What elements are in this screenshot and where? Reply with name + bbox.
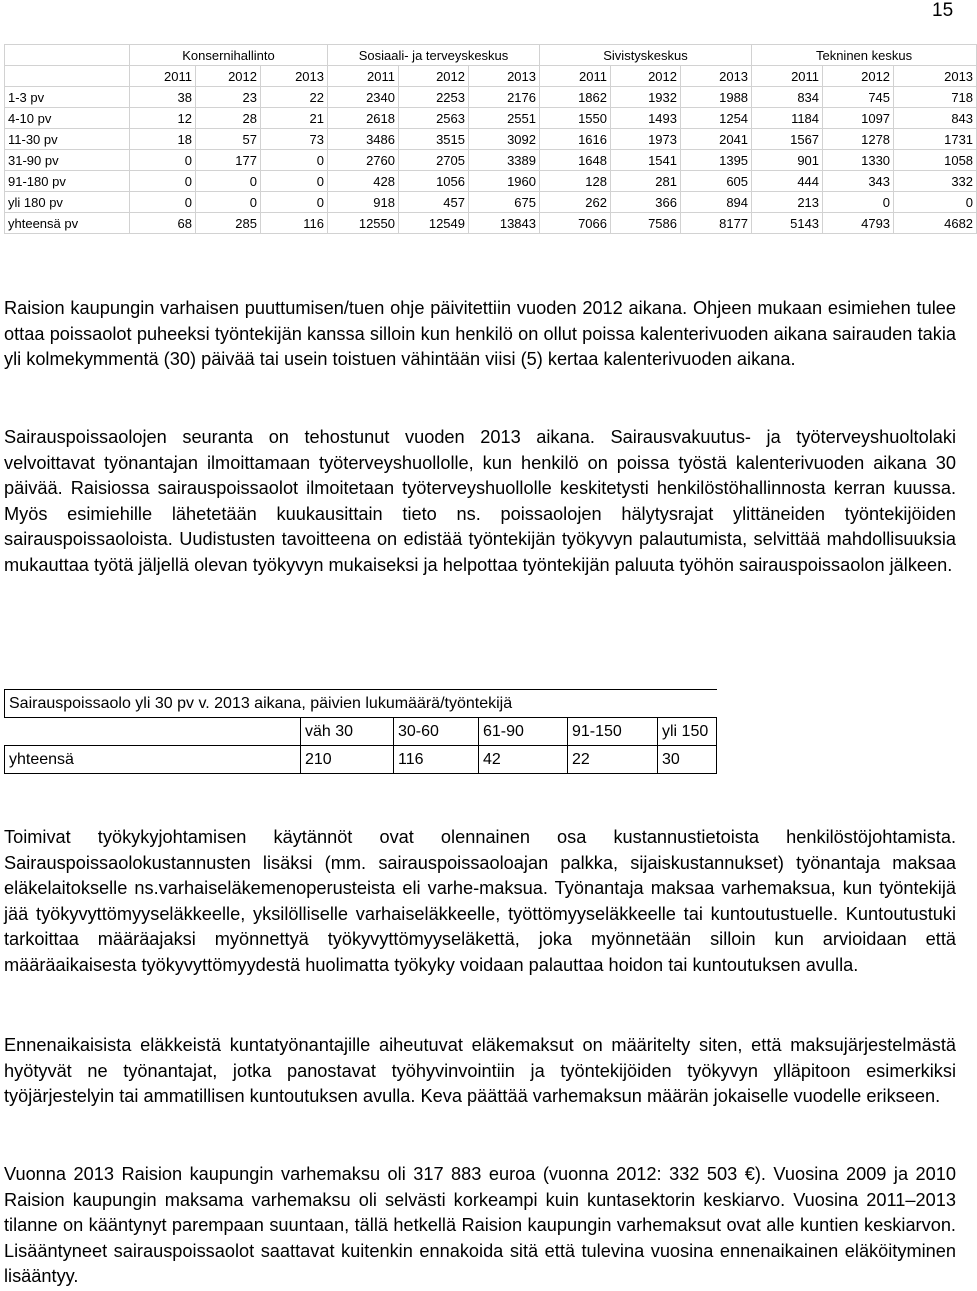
table-cell: 1254 — [681, 108, 752, 129]
table-cell: 4682 — [894, 213, 977, 234]
table-cell: 675 — [469, 192, 540, 213]
year-header: 2012 — [399, 66, 469, 87]
table-cell: 0 — [894, 192, 977, 213]
table-cell: 18 — [130, 129, 196, 150]
year-header: 2013 — [261, 66, 328, 87]
table-cell: 1541 — [611, 150, 681, 171]
column-header: väh 30 — [301, 718, 394, 746]
table-cell: 22 — [261, 87, 328, 108]
year-header: 2012 — [611, 66, 681, 87]
table-row — [5, 192, 977, 213]
paragraph-early-intervention: Raision kaupungin varhaisen puuttumisen/tuen ohje päivitettiin vuoden 2012 aikana. Ohjeen mukaan esimiehen tulee ottaa poissaolot puheeksi työntekijän kanssa silloin kun henkilö on ollut poissa kalenterivuoden aikana sairauden takia yli kolmekymmentä (30) päivää tai usein toistuen vähintään viisi (5) kertaa kalenterivuoden aikana. — [4, 298, 956, 370]
paragraph-pension-contributions: Ennenaikaisista eläkkeistä kuntatyönantajille aiheutuvat eläkemaksut on määritelty siten, että maksujärjestelmästä hyötyvät ne työnantajat, jotka panostavat työhyvinvointiin ja työntekijöiden työkyvyn ylläpitoon esimerkiksi työjärjestelyin tai ammatillisen kuntoutuksen avulla. Keva päättää varhemaksun määrän jokaiselle vuodelle erikseen. — [4, 1035, 956, 1107]
table-cell: 3486 — [328, 129, 399, 150]
table-cell: 4793 — [823, 213, 894, 234]
table-cell: 1932 — [611, 87, 681, 108]
table-cell: 1184 — [752, 108, 823, 129]
table-cell: 0 — [261, 171, 328, 192]
table-row — [5, 171, 977, 192]
table-cell: 1862 — [540, 87, 611, 108]
table-cell: 1567 — [752, 129, 823, 150]
table-row — [5, 108, 977, 129]
row-label: 11-30 pv — [5, 129, 130, 150]
row-label: yhteensä — [5, 746, 301, 774]
paragraph-absence-monitoring: Sairauspoissaolojen seuranta on tehostunut vuoden 2013 aikana. Sairausvakuutus- ja työterveyshuoltolaki velvoittavat työnantajan ilmoittamaan työterveyshuollolle, kun henkilö on poissa työstä kalenterivuoden aikana 30 päivää. Raisiossa sairauspoissaolot ilmoitetaan työterveyshuollolle keskitetysti henkilöstöhallinnosta kerran kuussa. Myös esimiehille lähetetään kuukausittain tieto ns. poissaolojen hälytysrajat ylittäneiden työntekijöiden sairauspoissaoloista. Uudistusten tavoitteena on edistää työntekijän työkyvyn palautumista, selvittää mahdollisuuksia mukauttaa työtä jäljellä olevan työkyvyn mukaiseksi ja helpottaa työntekijän paluuta työhön sairauspoissaolon jälkeen. — [4, 427, 956, 575]
year-header: 2011 — [328, 66, 399, 87]
paragraph-work-ability-management: Toimivat työkykyjohtamisen käytännöt ovat olennainen osa kustannustietoista henkilöstöjohtamista. Sairauspoissaolokustannusten lisäksi (mm. sairauspoissaoloajan palkka, sijaiskustannukset) työnantaja maksaa eläkelaitokselle ns.varhaiseläkemenoperusteista eli varhe-maksua. Työnantaja maksaa varhemaksua, kun työntekijä jää työkyvyttömyyseläkkeelle, yksilölliselle varhaiseläkkeelle, työttömyyseläkkeelle tai kuntoutustuelle. Kuntoutustuki tarkoittaa määräajaksi myönnettyä työkyvyttömyyseläkettä, joka myönnetään silloin kun arvioidaan että määräaikaisesta työkyvyttömyydestä huolimatta työkyky voidaan palauttaa hoidon tai kuntoutuksen avulla. — [4, 827, 956, 975]
table-cell: 116 — [394, 746, 479, 774]
table-cell: 2760 — [328, 150, 399, 171]
group-header: Sivistyskeskus — [540, 45, 752, 66]
table-cell: 22 — [568, 746, 658, 774]
table-cell: 1550 — [540, 108, 611, 129]
table-cell: 213 — [752, 192, 823, 213]
group-header: Konsernihallinto — [130, 45, 328, 66]
table-cell: 3515 — [399, 129, 469, 150]
table-cell: 68 — [130, 213, 196, 234]
table-cell: 38 — [130, 87, 196, 108]
table-cell: 285 — [196, 213, 261, 234]
group-header: Sosiaali- ja terveyskeskus — [328, 45, 540, 66]
table-cell: 901 — [752, 150, 823, 171]
table-cell: 116 — [261, 213, 328, 234]
table-cell: 42 — [479, 746, 568, 774]
table-cell: 1056 — [399, 171, 469, 192]
table-cell: 918 — [328, 192, 399, 213]
table-cell: 1278 — [823, 129, 894, 150]
column-header: yli 150 — [658, 718, 717, 746]
table-cell: 12 — [130, 108, 196, 129]
table-cell: 57 — [196, 129, 261, 150]
row-label: 31-90 pv — [5, 150, 130, 171]
year-header: 2013 — [681, 66, 752, 87]
table-cell: 1960 — [469, 171, 540, 192]
table-cell: 177 — [196, 150, 261, 171]
column-header: 61-90 — [479, 718, 568, 746]
table-cell: 843 — [894, 108, 977, 129]
table-row — [5, 213, 977, 234]
paragraph-varhemaksu-2013: Vuonna 2013 Raision kaupungin varhemaksu oli 317 883 euroa (vuonna 2012: 332 503 €). Vuosina 2009 ja 2010 Raision kaupungin maksama varhemaksu oli selvästi korkeampi kuin kuntasektorin keskiarvo. Vuosina 2011–2013 tilanne on kääntynyt parempaan suuntaan, tällä hetkellä Raision kaupungin varhemaksut ovat alle kuntien keskiarvon. Lisääntyneet sairauspoissaolot saattavat kuitenkin ennakoida sitä että tulevina vuosina ennenaikainen eläköityminen lisääntyy. — [4, 1164, 956, 1287]
table-cell: 12549 — [399, 213, 469, 234]
table-cell: 2253 — [399, 87, 469, 108]
table-cell: 2551 — [469, 108, 540, 129]
table-cell: 73 — [261, 129, 328, 150]
table-year-header-row — [5, 66, 977, 87]
table-cell: 0 — [196, 192, 261, 213]
table-cell: 1058 — [894, 150, 977, 171]
table-cell: 128 — [540, 171, 611, 192]
table-cell: 0 — [261, 192, 328, 213]
table-cell: 894 — [681, 192, 752, 213]
table-cell: 605 — [681, 171, 752, 192]
year-header: 2011 — [130, 66, 196, 87]
table-cell: 0 — [130, 171, 196, 192]
table-cell: 745 — [823, 87, 894, 108]
table-header-row — [5, 718, 717, 746]
row-label: yhteensä pv — [5, 213, 130, 234]
table-cell: 7066 — [540, 213, 611, 234]
table-cell: 2176 — [469, 87, 540, 108]
table-cell: 1648 — [540, 150, 611, 171]
table-cell: 3092 — [469, 129, 540, 150]
table-cell: 0 — [196, 171, 261, 192]
table-cell: 2705 — [399, 150, 469, 171]
row-label: 91-180 pv — [5, 171, 130, 192]
table-cell: 718 — [894, 87, 977, 108]
year-header: 2012 — [196, 66, 261, 87]
table-cell: 428 — [328, 171, 399, 192]
absence-days-by-unit-table — [4, 44, 977, 234]
row-label: 1-3 pv — [5, 87, 130, 108]
table-group-header-row — [5, 45, 977, 66]
table-cell: 1395 — [681, 150, 752, 171]
table-cell: 1097 — [823, 108, 894, 129]
table-cell: 21 — [261, 108, 328, 129]
table-cell: 1973 — [611, 129, 681, 150]
page-number: 15 — [932, 0, 954, 21]
table-cell: 444 — [752, 171, 823, 192]
year-header: 2013 — [894, 66, 977, 87]
table-cell: 0 — [823, 192, 894, 213]
table-cell: 0 — [130, 150, 196, 171]
row-label: 4-10 pv — [5, 108, 130, 129]
long-absence-table — [4, 689, 717, 774]
table-row — [5, 746, 717, 774]
table-cell: 30 — [658, 746, 717, 774]
year-header: 2013 — [469, 66, 540, 87]
year-header: 2011 — [752, 66, 823, 87]
table-cell: 834 — [752, 87, 823, 108]
table-cell: 2618 — [328, 108, 399, 129]
table-cell: 281 — [611, 171, 681, 192]
table-row — [5, 129, 977, 150]
table-cell: 23 — [196, 87, 261, 108]
table-cell: 13843 — [469, 213, 540, 234]
table-cell: 28 — [196, 108, 261, 129]
table-cell: 2340 — [328, 87, 399, 108]
table-cell: 457 — [399, 192, 469, 213]
table-cell: 210 — [301, 746, 394, 774]
table-cell: 0 — [261, 150, 328, 171]
table-cell: 1493 — [611, 108, 681, 129]
table-cell: 343 — [823, 171, 894, 192]
table-cell: 2563 — [399, 108, 469, 129]
table-cell: 262 — [540, 192, 611, 213]
table-cell: 366 — [611, 192, 681, 213]
table-cell: 8177 — [681, 213, 752, 234]
table-cell: 5143 — [752, 213, 823, 234]
table-caption-row — [5, 690, 717, 718]
table-cell: 3389 — [469, 150, 540, 171]
table-row — [5, 150, 977, 171]
column-header: 30-60 — [394, 718, 479, 746]
table-cell: 2041 — [681, 129, 752, 150]
row-label: yli 180 pv — [5, 192, 130, 213]
table-cell: 7586 — [611, 213, 681, 234]
group-header: Tekninen keskus — [752, 45, 977, 66]
column-header: 91-150 — [568, 718, 658, 746]
table-cell: 1616 — [540, 129, 611, 150]
table-cell: 12550 — [328, 213, 399, 234]
table-caption: Sairauspoissaolo yli 30 pv v. 2013 aikana, päivien lukumäärä/työntekijä — [5, 690, 717, 718]
table-cell: 0 — [130, 192, 196, 213]
table-row — [5, 87, 977, 108]
table-cell: 332 — [894, 171, 977, 192]
year-header: 2012 — [823, 66, 894, 87]
table-cell: 1731 — [894, 129, 977, 150]
year-header: 2011 — [540, 66, 611, 87]
table-cell: 1988 — [681, 87, 752, 108]
table-cell: 1330 — [823, 150, 894, 171]
